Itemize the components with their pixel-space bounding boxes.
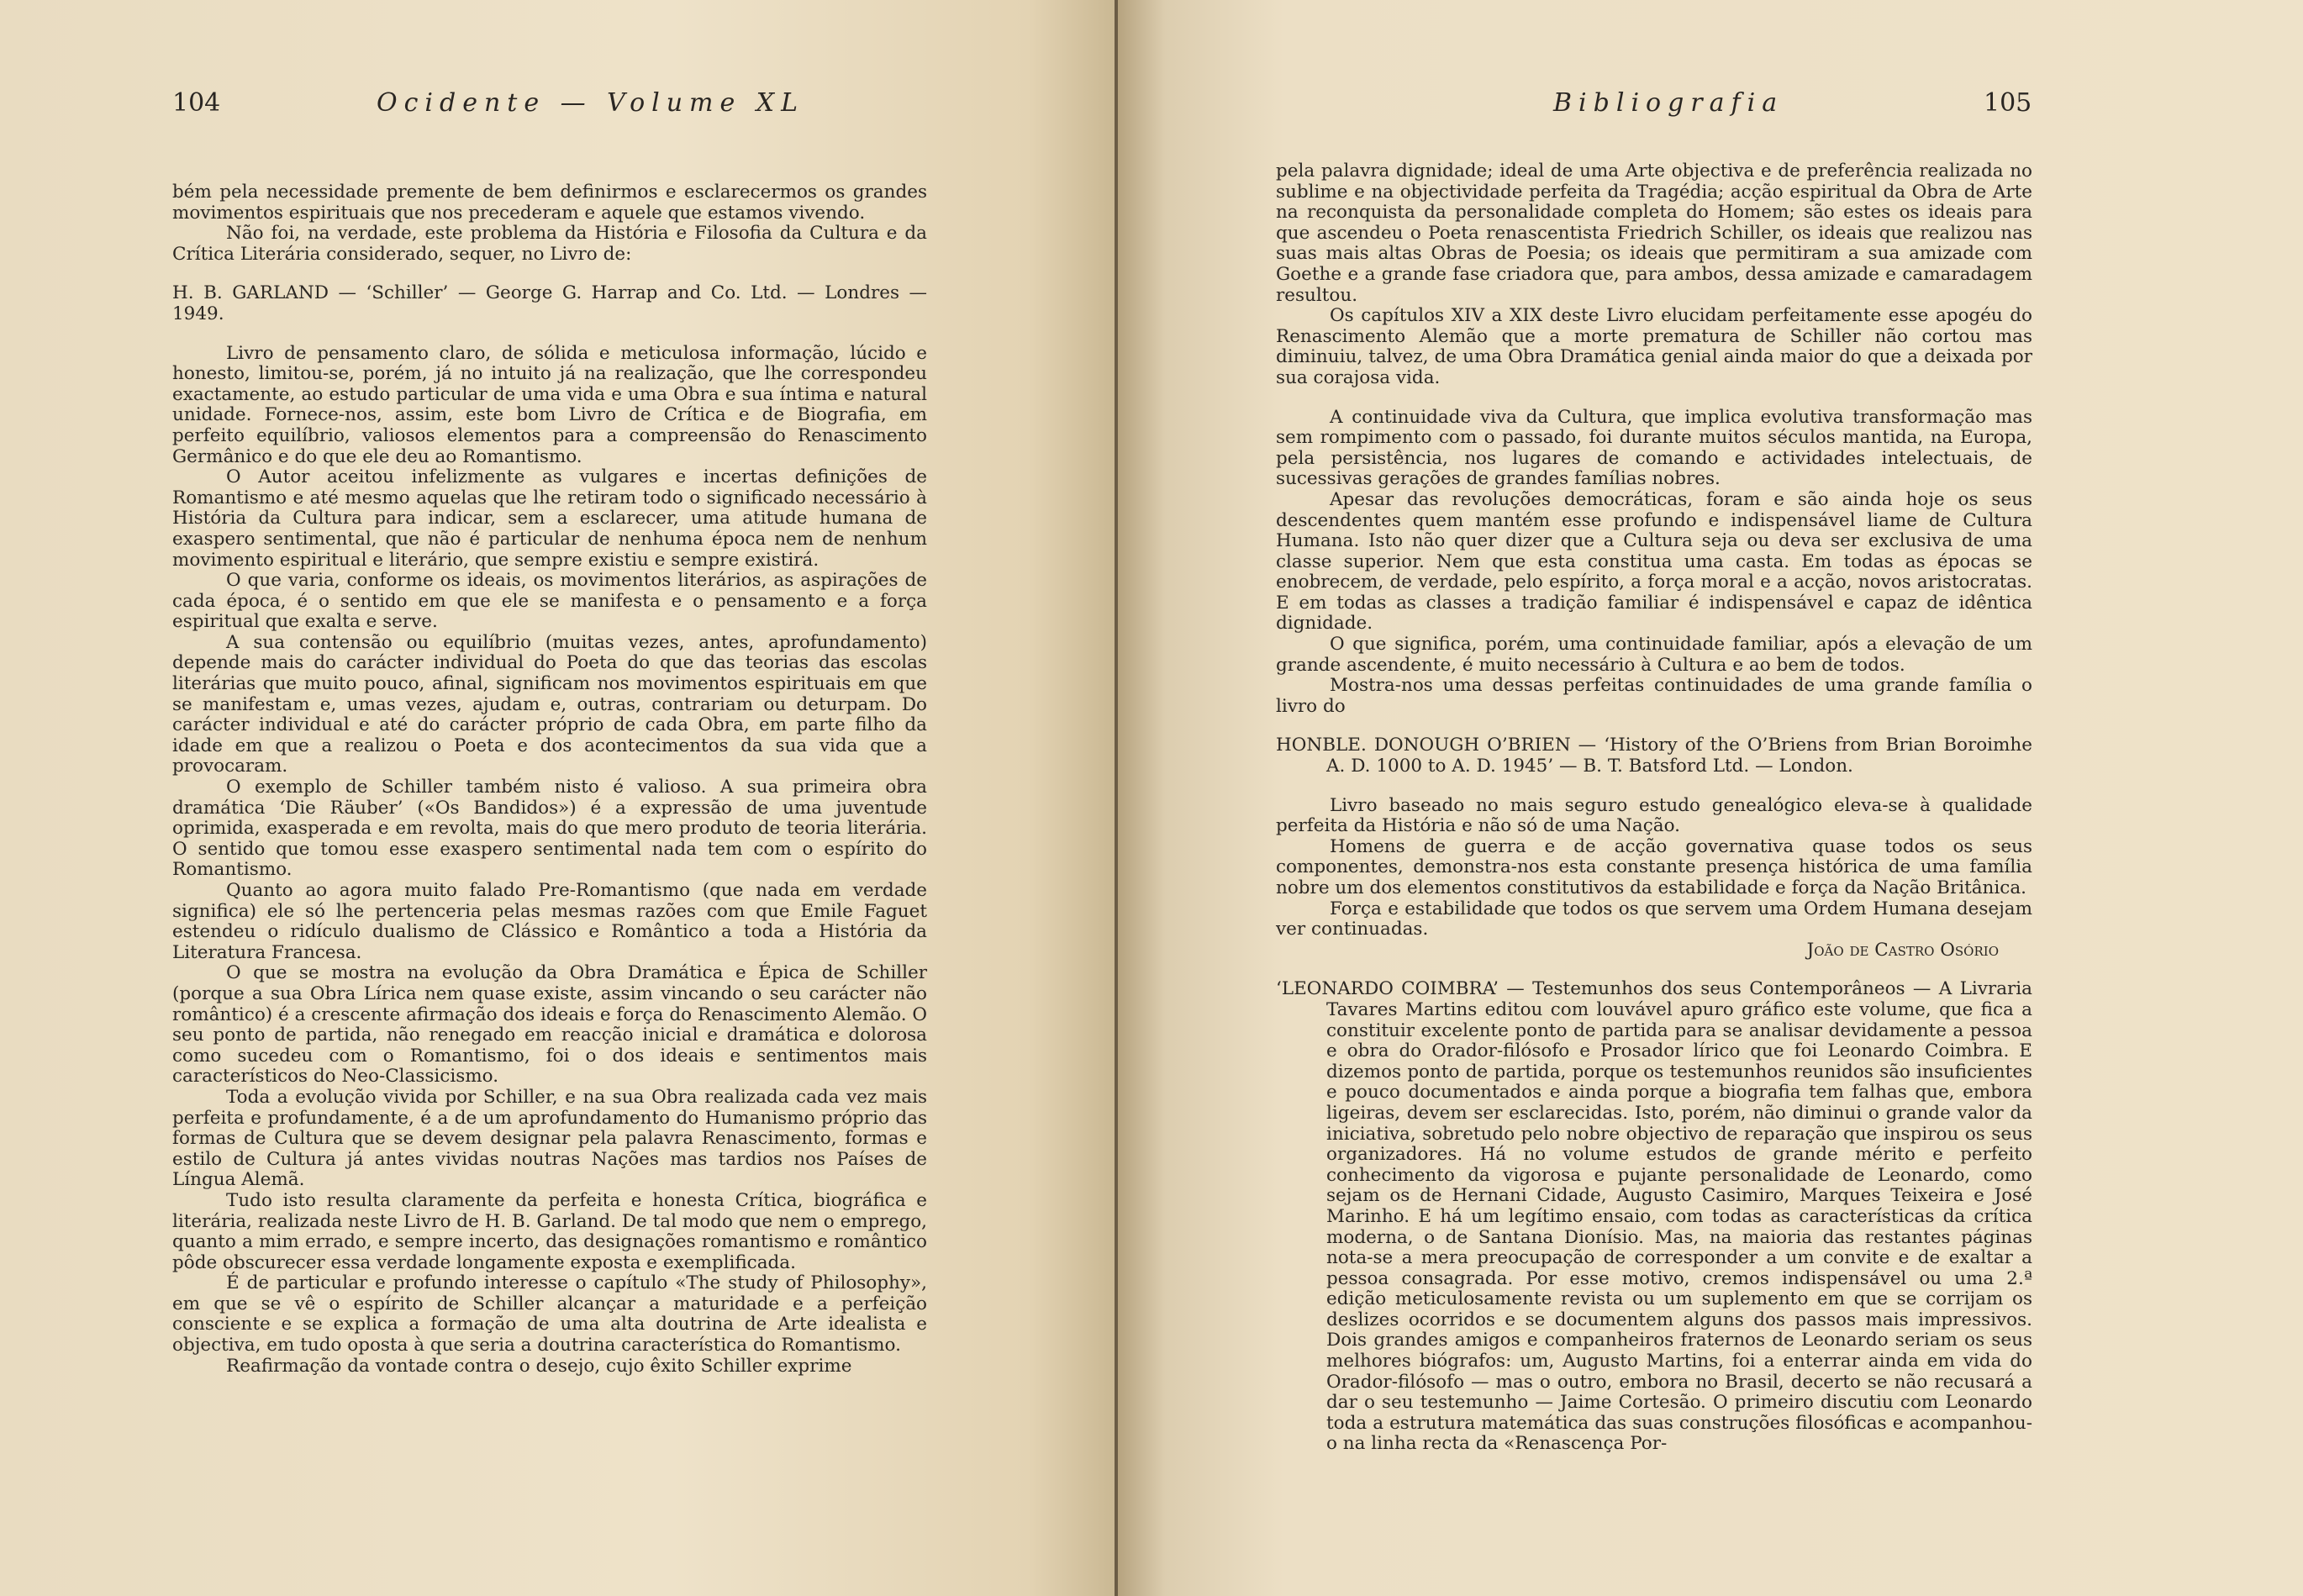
- book-citation: H. B. GARLAND — ‘Schiller’ — George G. Harrap and Co. Ltd. — Londres — 1949.: [172, 282, 927, 324]
- paragraph: pela palavra dignidade; ideal de uma Arte objectiva e de preferência realizada no sublime e na objectividade perfeita da Tragédia; acção espiritual da Obra de Arte na reconquista da personalidade completa do Homem; são estes os ideais para que ascendeu o Poeta renascentista Friedrich Schiller, os ideais que realizou nas suas mais altas Obras de Poesia; os ideais que permitiram a sua amizade com Goethe e a grande fase criadora que, para ambos, dessa amizade e camaradagem resultou.: [1276, 161, 2032, 306]
- paragraph: Força e estabilidade que todos os que servem uma Ordem Humana desejam ver continuadas.: [1276, 898, 2032, 940]
- paragraph: Mostra-nos uma dessas perfeitas continuidades de uma grande família o livro do: [1276, 675, 2032, 717]
- paragraph: A continuidade viva da Cultura, que implica evolutiva transformação mas sem rompimento com o passado, foi durante muitos séculos mantida, na Europa, pela persistência, nos lugares de comando e actividades intelectuais, de sucessivas gerações de grandes famílias nobres.: [1276, 406, 2032, 490]
- paragraph: O que significa, porém, uma continuidade familiar, após a elevação de um grande ascendente, é muito necessário à Cultura e ao bem de todos.: [1276, 634, 2032, 676]
- right-page: [1118, 0, 2303, 1596]
- page-number: 104: [172, 88, 221, 118]
- paragraph: Livro baseado no mais seguro estudo genealógico eleva-se à qualidade perfeita da História e não só de uma Nação.: [1276, 794, 2032, 837]
- running-head: Bibliografia: [1553, 88, 1784, 118]
- review-entry: ‘LEONARDO COIMBRA’ — Testemunhos dos seus Contemporâneos — A Livraria Tavares Martins editou com louvável apuro gráfico este volume, que fica a constituir excelente ponto de partida para se analisar devidamente a pessoa e obra do Orador-filósofo e Prosador lírico que foi Leonardo Coimbra. E dizemos ponto de partida, porque os testemunhos reunidos são insuficientes e pouco documentados e ainda porque a biografia tem falhas que, embora ligeiras, devem ser esclarecidas. Isto, porém, não diminui o grande valor da iniciativa, sobretudo pelo nobre objectivo de reparação que inspirou os seus organizadores. Há no volume estudos de grande mérito e perfeito conhecimento da vigorosa e pujante personalidade de Leonardo, como sejam os de Hernani Cidade, Augusto Casimiro, Marques Teixeira e José Marinho. E há um legítimo ensaio, com todas as características da crítica moderna, o de Santana Dionísio. Mas, na maioria das restantes páginas nota-se a mera preocupação de corresponder a um convite e de exaltar a pessoa consagrada. Por esse motivo, cremos indispensável ou uma 2.ª edição meticulosamente revista ou um suplemento em que se corrijam os deslizes ocorridos e se documentem alguns dos passos mais impressivos. Dois grandes amigos e companheiros fraternos de Leonardo seriam os seus melhores biógrafos: um, Augusto Martins, foi a enterrar ainda em vida do Orador-filósofo — mas o outro, embora no Brasil, decerto se não recusará a dar o seu testemunho — Jaime Cortesão. O primeiro discutiu com Leonardo toda a estrutura matemática das suas construções filosóficas e acompanhou-o na linha recta da «Renascença Por-: [1276, 978, 2032, 1455]
- paragraph: Toda a evolução vivida por Schiller, e na sua Obra realizada cada vez mais perfeita e profundamente, é a de um aprofundamento do Humanismo próprio das formas de Cultura que se devem designar pela palavra Renascimento, formas e estilo de Cultura já antes vividas noutras Nações mas tardios nos Países de Língua Alemã.: [172, 1086, 927, 1191]
- left-text-column: [172, 182, 927, 1377]
- running-head: Ocidente — Volume XL: [377, 88, 805, 118]
- paragraph: bém pela necessidade premente de bem definirmos e esclarecermos os grandes movimentos espirituais que nos precederam e aquele que estamos vivendo.: [172, 182, 927, 224]
- paragraph: Homens de guerra e de acção governativa quase todos os seus componentes, demonstra-nos esta constante presença histórica de uma família nobre um dos elementos constitutivos da estabilidade e força da Nação Britânica.: [1276, 835, 2032, 898]
- paragraph: O exemplo de Schiller também nisto é valioso. A sua primeira obra dramática ‘Die Räuber’ («Os Bandidos») é a expressão de uma juventude oprimida, exasperada e em revolta, mais do que mero produto de teoria literária. O sentido que tomou esse exaspero sentimental nada tem com o espírito do Romantismo.: [172, 777, 927, 881]
- paragraph: Quanto ao agora muito falado Pre-Romantismo (que nada em verdade significa) ele só lhe pertenceria pelas mesmas razões com que Emile Faguet estendeu o ridículo dualismo de Clássico e Romântico a toda a História da Literatura Francesa.: [172, 880, 927, 963]
- paragraph: O que varia, conforme os ideais, os movimentos literários, as aspirações de cada época, é o sentido em que ele se manifesta e o pensamento e a força espiritual que exalta e serve.: [172, 570, 927, 633]
- paragraph: Tudo isto resulta claramente da perfeita e honesta Crítica, biográfica e literária, realizada neste Livro de H. B. Garland. De tal modo que nem o emprego, quanto a mim errado, e sempre incerto, das designações romantismo e romântico pôde obscurecer essa verdade longamente exposta e exemplificada.: [172, 1189, 927, 1273]
- paragraph: A sua contensão ou equilíbrio (muitas vezes, antes, aprofundamento) depende mais do carácter individual do Poeta do que das teorias das escolas literárias que muito pouco, afinal, significam nos movimentos espirituais em que se manifestam e, umas vezes, ajudam e, outras, contrariam ou deturpam. Do carácter individual e até do carácter próprio de cada Obra, em parte filho da idade em que a realizou o Poeta e dos acontecimentos da sua vida que a provocaram.: [172, 631, 927, 777]
- paragraph: Não foi, na verdade, este problema da História e Filosofia da Cultura e da Crítica Literária considerado, sequer, no Livro de:: [172, 223, 927, 265]
- page-number: 105: [1984, 88, 2032, 118]
- left-page: [0, 0, 1118, 1596]
- paragraph: O que se mostra na evolução da Obra Dramática e Épica de Schiller (porque a sua Obra Lírica nem quase existe, assim vincando o seu carácter não romântico) é a crescente afirmação dos ideais e força do Renascimento Alemão. O seu ponto de partida, não renegado em reacção inicial e dramática e dolorosa como sucedeu com o Romantismo, foi o dos ideais e sentimentos mais característicos do Neo-Classicismo.: [172, 962, 927, 1088]
- author-signature: João de Castro Osório: [1806, 939, 1999, 961]
- book-citation: HONBLE. DONOUGH O’BRIEN — ‘History of the O’Briens from Brian Boroimhe A. D. 1000 to A. D. 1945’ — B. T. Batsford Ltd. — London.: [1276, 735, 2032, 777]
- paragraph: É de particular e profundo interesse o capítulo «The study of Philosophy», em que se vê o espírito de Schiller alcançar a maturidade e a perfeição consciente e se explica a formação de uma alta doutrina de Arte idealista e objectiva, em tudo oposta à que seria a doutrina característica do Romantismo.: [172, 1272, 927, 1356]
- paragraph: Apesar das revoluções democráticas, foram e são ainda hoje os seus descendentes quem mantém esse profundo e indispensável liame de Cultura Humana. Isto não quer dizer que a Cultura seja ou deva ser exclusiva de uma classe superior. Nem que esta constitua uma casta. Em todas as épocas se enobrecem, de verdade, pelo espírito, a força moral e a acção, novos aristocratas. E em todas as classes a tradição familiar é indispensável e capaz de idêntica dignidade.: [1276, 488, 2032, 635]
- right-text-column: [1276, 161, 2032, 1455]
- paragraph: Os capítulos XIV a XIX deste Livro elucidam perfeitamente esse apogéu do Renascimento Alemão que a morte prematura de Schiller não cortou mas diminuiu, talvez, de uma Obra Dramática genial ainda maior do que a deixada por sua corajosa vida.: [1276, 305, 2032, 388]
- paragraph: Reafirmação da vontade contra o desejo, cujo êxito Schiller exprime: [226, 1355, 852, 1377]
- paragraph: Livro de pensamento claro, de sólida e meticulosa informação, lúcido e honesto, limitou-se, porém, já no intuito já na realização, que lhe correspondeu exactamente, ao estudo particular de uma vida e uma Obra e sua íntima e natural unidade. Fornece-nos, assim, este bom Livro de Crítica e de Biografia, em perfeito equilíbrio, valiosos elementos para a compreensão do Renascimento Germânico e do que ele deu ao Romantismo.: [172, 342, 927, 467]
- paragraph: O Autor aceitou infelizmente as vulgares e incertas definições de Romantismo e até mesmo aquelas que lhe retiram todo o significado necessário à História da Cultura para indicar, sem a esclarecer, uma atitude humana de exaspero sentimental, que não é particular de nenhuma época nem de nenhum movimento espiritual e literário, que sempre existiu e sempre existirá.: [172, 466, 927, 571]
